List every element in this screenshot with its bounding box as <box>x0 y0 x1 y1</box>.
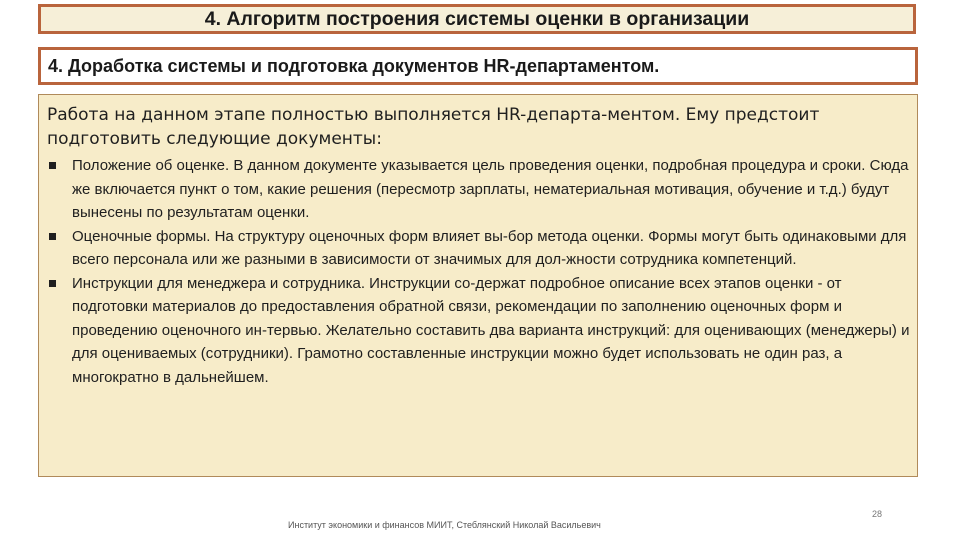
slide-title-box <box>38 4 916 34</box>
square-bullet-icon <box>49 233 56 240</box>
list-item-text: Оценочные формы. На структуру оценочных форм влияет вы-бор метода оценки. Формы могут быть одинаковыми для всего персонала или же разными в зависимости от значимых для дол-жности сотрудника компетенций. <box>72 227 907 268</box>
document-list <box>47 154 911 389</box>
slide-subtitle: 4. Доработка системы и подготовка документов HR-департаментом. <box>48 55 660 76</box>
list-item-text: Положение об оценке. В данном документе указывается цель проведения оценки, подробная процедура и сроки. Сюда же включается пункт о том, какие решения (пересмотр зарплаты, нематериальная мотивация, обучение и т.д.) будут вынесены по результатам оценки. <box>72 157 909 221</box>
square-bullet-icon <box>49 280 56 287</box>
page-number: 28 <box>872 509 883 519</box>
intro-text: Работа на данном этапе полностью выполняется HR-департа-ментом. Ему предстоит подготовить следующие документы: <box>47 105 820 149</box>
square-bullet-icon <box>49 162 56 169</box>
list-item-text: Инструкции для менеджера и сотрудника. Инструкции со-держат подробное описание всех этапов оценки - от подготовки материалов до предоставления обратной связи, рекомендации по заполнению оценочных форм и проведению оценочного ин-тервью. Желательно составить два варианта инструкций: для оценивающих (менеджеры) и для оцениваемых (сотрудники). Грамотно составленные инструкции можно будет использовать не один раз, а многократно в дальнейшем. <box>72 274 910 386</box>
content-box <box>38 94 918 477</box>
list-item <box>47 154 911 225</box>
footer-text: Институт экономики и финансов МИИТ, Стеблянский Николай Васильевич <box>288 520 601 530</box>
list-item <box>47 225 911 272</box>
slide-subtitle-box <box>38 47 918 85</box>
list-item <box>47 272 911 390</box>
slide-title: 4. Алгоритм построения системы оценки в организации <box>204 7 750 30</box>
